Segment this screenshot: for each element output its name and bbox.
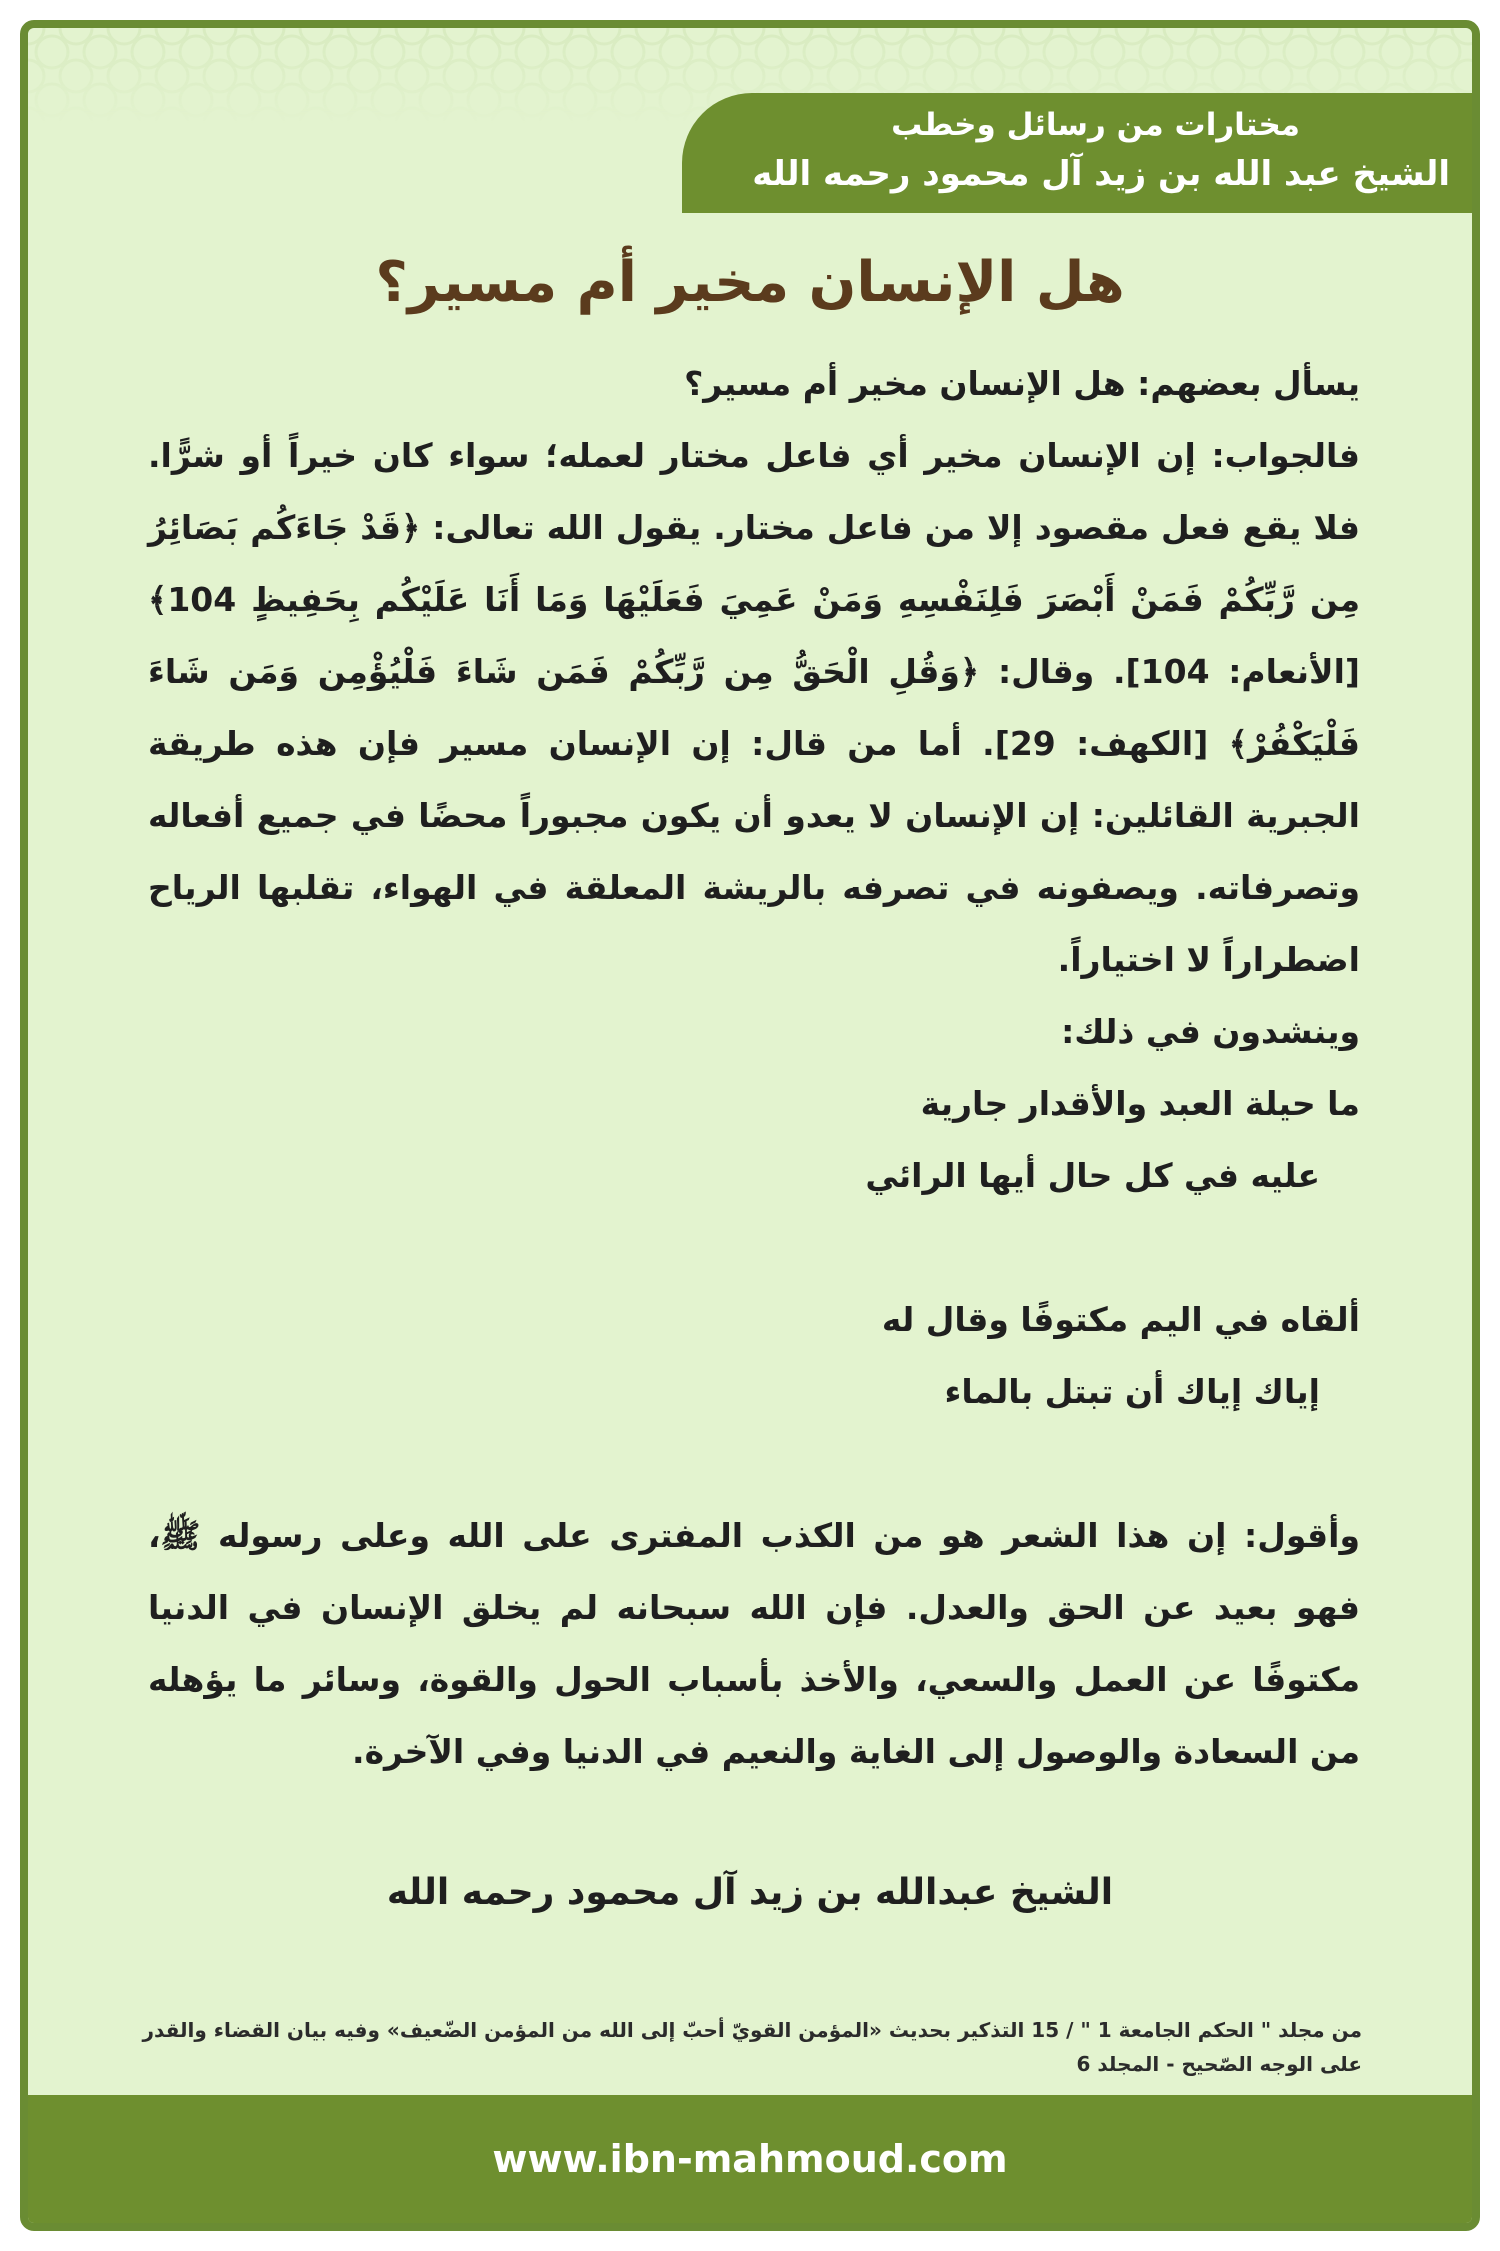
article-card xyxy=(20,20,1480,2231)
question-paragraph: يسأل بعضهم: هل الإنسان مخير أم مسير؟ xyxy=(684,364,1360,403)
article-body xyxy=(148,348,1360,1788)
header-collection-title: مختارات من رسائل وخطب xyxy=(891,107,1300,143)
author-signature: الشيخ عبدالله بن زيد آل محمود رحمه الله xyxy=(386,1872,1114,1913)
spacer xyxy=(148,1428,1360,1500)
poem-verse-1a: ما حيلة العبد والأقدار جارية xyxy=(920,1084,1360,1123)
header-banner xyxy=(682,93,1472,213)
poem-verse-2b: إياك إياك أن تبتل بالماء xyxy=(944,1372,1320,1411)
spacer xyxy=(148,1212,1360,1284)
rebuttal-paragraph: وأقول: إن هذا الشعر هو من الكذب المفترى على الله وعلى رسوله ﷺ، فهو بعيد عن الحق والعدل. فإن الله سبحانه لم يخلق الإنسان في الدنيا مكتوفًا عن العمل والسعي، والأخذ بأسباب الحول والقوة، وسائر ما يؤهله من السعادة والوصول إلى الغاية والنعيم في الدنيا وفي الآخرة. xyxy=(148,1516,1360,1771)
poem-verse-2a: ألقاه في اليم مكتوفًا وقال له xyxy=(881,1300,1360,1339)
footer-bar xyxy=(28,2095,1472,2223)
website-link[interactable]: www.ibn-mahmoud.com xyxy=(492,2137,1008,2181)
source-footnote: من مجلد " الحكم الجامعة 1 " / 15 التذكير بحديث «المؤمن القويّ أحبّ إلى الله من المؤمن الضّعيف» وفيه بيان القضاء والقدر على الوجه الصّحيح - المجلد 6 xyxy=(142,2018,1362,2076)
poem-intro: وينشدون في ذلك: xyxy=(1061,1012,1360,1051)
poem-verse-1b: عليه في كل حال أيها الرائي xyxy=(865,1156,1320,1195)
answer-paragraph: فالجواب: إن الإنسان مخير أي فاعل مختار لعمله؛ سواء كان خيراً أو شرًّا. فلا يقع فعل مقصود إلا من فاعل مختار. يقول الله تعالى: ﴿قَدْ جَاءَكُم بَصَائِرُ مِن رَّبِّكُمْ فَمَنْ أَبْصَرَ فَلِنَفْسِهِ وَمَنْ عَمِيَ فَعَلَيْهَا وَمَا أَنَا عَلَيْكُم بِحَفِيظٍ 104﴾ [الأنعام: 104]. وقال: ﴿وَقُلِ الْحَقُّ مِن رَّبِّكُمْ فَمَن شَاءَ فَلْيُؤْمِن وَمَن شَاءَ فَلْيَكْفُرْ﴾ [الكهف: 29]. أما من قال: إن الإنسان مسير فإن هذه طريقة الجبرية القائلين: إن الإنسان لا يعدو أن يكون مجبوراً محضًا في جميع أفعاله وتصرفاته. ويصفونه في تصرفه بالريشة المعلقة في الهواء، تقلبها الرياح اضطراراً لا اختياراً. xyxy=(148,436,1360,979)
page-title: هل الإنسان مخير أم مسير؟ xyxy=(375,250,1125,315)
header-author-name: الشيخ عبد الله بن زيد آل محمود رحمه الله xyxy=(752,154,1450,194)
